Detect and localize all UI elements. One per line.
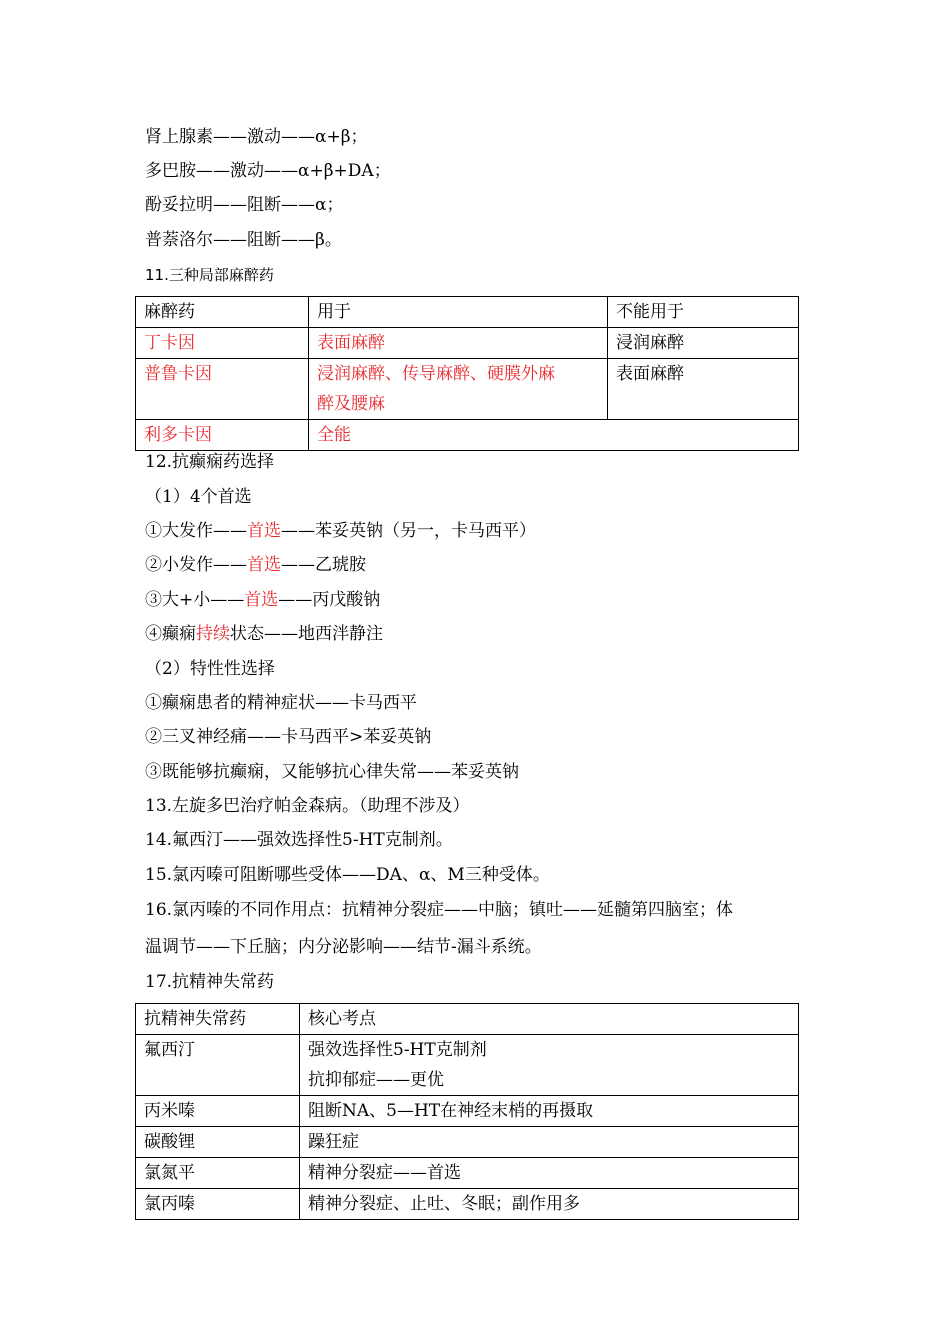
list-item: ②三叉神经痛——卡马西平>苯妥英钠 bbox=[145, 727, 432, 747]
section-title: 17.抗精神失常药 bbox=[145, 972, 275, 992]
antipsychotic-table bbox=[135, 1003, 799, 1220]
text-line: 14.氟西汀——强效选择性5-HT克制剂。 bbox=[145, 830, 453, 850]
text-line: 多巴胺——激动——α+β+DA； bbox=[145, 161, 391, 181]
highlight-text: 首选 bbox=[247, 521, 281, 541]
list-text: ——丙戊酸钠 bbox=[278, 590, 381, 610]
list-text: ③大+小—— bbox=[145, 590, 245, 610]
table-cell bbox=[300, 1035, 799, 1096]
table-row bbox=[136, 1035, 799, 1096]
list-text: ——苯妥英钠（另一，卡马西平） bbox=[281, 521, 536, 541]
table-cell: 全能 bbox=[309, 420, 799, 451]
table-cell: 氟西汀 bbox=[136, 1035, 300, 1096]
table-cell: 浸润麻醉 bbox=[608, 328, 799, 359]
list-item: ③既能够抗癫痫，又能够抗心律失常——苯妥英钠 bbox=[145, 762, 519, 782]
section-title: 12.抗癫痫药选择 bbox=[145, 452, 275, 472]
table-row bbox=[136, 359, 799, 420]
table-cell: 丁卡因 bbox=[136, 328, 309, 359]
subsection-title: （1）4个首选 bbox=[145, 487, 252, 507]
table-cell: 氯丙嗪 bbox=[136, 1189, 300, 1220]
list-text: ①大发作—— bbox=[145, 521, 247, 541]
highlight-text: 首选 bbox=[247, 555, 281, 575]
cell-text: 抗抑郁症——更优 bbox=[308, 1070, 444, 1090]
table-cell: 碳酸锂 bbox=[136, 1127, 300, 1158]
list-item bbox=[145, 622, 383, 646]
table-cell: 表面麻醉 bbox=[608, 359, 799, 420]
text-line: 13.左旋多巴治疗帕金森病。（助理不涉及） bbox=[145, 796, 470, 816]
table-cell bbox=[309, 359, 608, 420]
list-text: ——乙琥胺 bbox=[281, 555, 366, 575]
table-cell: 普鲁卡因 bbox=[136, 359, 309, 420]
table-header-cell: 核心考点 bbox=[300, 1004, 799, 1035]
text-line: 肾上腺素——激动——α+β； bbox=[145, 127, 368, 147]
table-cell: 利多卡因 bbox=[136, 420, 309, 451]
table-header-row bbox=[136, 297, 799, 328]
table-row bbox=[136, 1096, 799, 1127]
table-cell: 氯氮平 bbox=[136, 1158, 300, 1189]
table-row bbox=[136, 328, 799, 359]
list-text: ④癫痫 bbox=[145, 624, 196, 644]
table-header-cell: 不能用于 bbox=[608, 297, 799, 328]
text-line: 16.氯丙嗪的不同作用点：抗精神分裂症——中脑；镇吐——延髓第四脑室；体 bbox=[145, 900, 734, 920]
cell-text: 浸润麻醉、传导麻醉、硬膜外麻 bbox=[317, 364, 555, 384]
list-item: ①癫痫患者的精神症状——卡马西平 bbox=[145, 693, 417, 713]
text-line: 普萘洛尔——阻断——β。 bbox=[145, 230, 342, 250]
list-item bbox=[145, 588, 380, 612]
text-line: 温调节——下丘脑；内分泌影响——结节-漏斗系统。 bbox=[145, 937, 542, 957]
table-cell: 精神分裂症——首选 bbox=[300, 1158, 799, 1189]
cell-text: 强效选择性5-HT克制剂 bbox=[308, 1040, 487, 1060]
table-cell: 表面麻醉 bbox=[309, 328, 608, 359]
anesthetic-table bbox=[135, 296, 799, 451]
highlight-text: 首选 bbox=[244, 590, 279, 610]
table-row bbox=[136, 420, 799, 451]
table-header-row bbox=[136, 1004, 799, 1035]
highlight-text: 持续 bbox=[196, 624, 230, 644]
table-header-cell: 麻醉药 bbox=[136, 297, 309, 328]
list-text: 状态——地西泮静注 bbox=[230, 624, 383, 644]
section-title: 11.三种局部麻醉药 bbox=[145, 266, 274, 284]
table-cell: 精神分裂症、止吐、冬眠；副作用多 bbox=[300, 1189, 799, 1220]
list-text: ②小发作—— bbox=[145, 555, 247, 575]
cell-text: 醉及腰麻 bbox=[317, 394, 385, 414]
table-cell: 丙米嗪 bbox=[136, 1096, 300, 1127]
subsection-title: （2）特性性选择 bbox=[145, 659, 275, 679]
table-row bbox=[136, 1127, 799, 1158]
list-item bbox=[145, 553, 366, 577]
table-row bbox=[136, 1189, 799, 1220]
table-cell: 躁狂症 bbox=[300, 1127, 799, 1158]
text-line: 15.氯丙嗪可阻断哪些受体——DA、α、M三种受体。 bbox=[145, 865, 550, 885]
table-header-cell: 抗精神失常药 bbox=[136, 1004, 300, 1035]
list-item bbox=[145, 519, 536, 543]
text-line: 酚妥拉明——阻断——α； bbox=[145, 195, 344, 215]
table-header-cell: 用于 bbox=[309, 297, 608, 328]
table-cell: 阻断NA、5—HT在神经末梢的再摄取 bbox=[300, 1096, 799, 1127]
table-row bbox=[136, 1158, 799, 1189]
